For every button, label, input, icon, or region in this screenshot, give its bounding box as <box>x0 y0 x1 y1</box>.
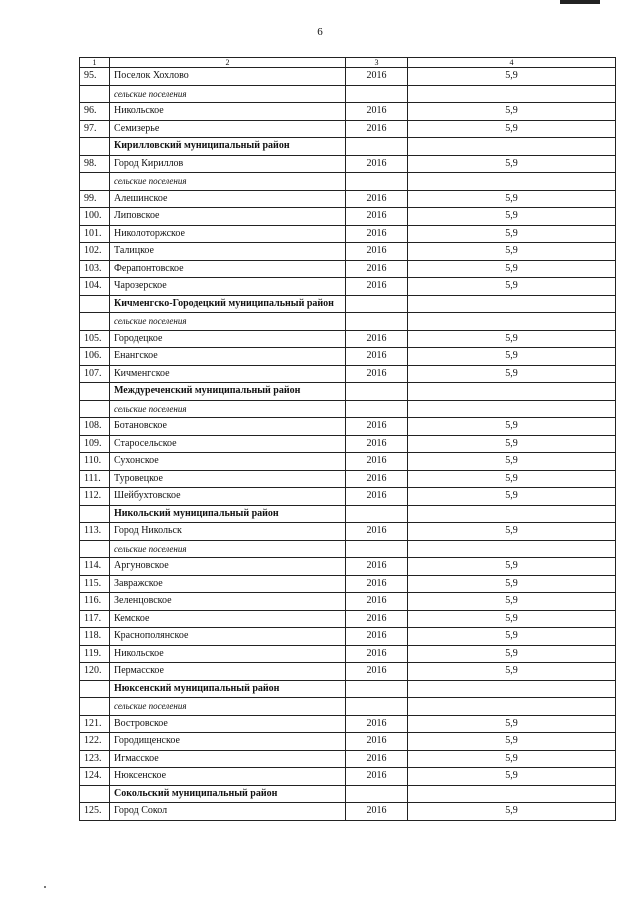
row-year: 2016 <box>346 348 408 366</box>
row-number: 117. <box>80 610 110 628</box>
row-year: 2016 <box>346 155 408 173</box>
row-value: 5,9 <box>408 348 616 366</box>
settlement-name: Шейбухтовское <box>110 488 346 506</box>
row-number: 122. <box>80 733 110 751</box>
row-value: 5,9 <box>408 575 616 593</box>
row-value: 5,9 <box>408 208 616 226</box>
table-row <box>80 470 616 488</box>
row-year: 2016 <box>346 803 408 821</box>
row-value: 5,9 <box>408 610 616 628</box>
row-year: 2016 <box>346 68 408 86</box>
table-row <box>80 558 616 576</box>
table-row <box>80 120 616 138</box>
row-year-empty <box>346 698 408 716</box>
settlement-name: Завражское <box>110 575 346 593</box>
row-number: 103. <box>80 260 110 278</box>
table-row <box>80 243 616 261</box>
row-value: 5,9 <box>408 243 616 261</box>
settlement-name: Востровское <box>110 715 346 733</box>
settlement-name: Чарозерское <box>110 278 346 296</box>
row-number: 106. <box>80 348 110 366</box>
row-year-empty <box>346 295 408 313</box>
row-number: 114. <box>80 558 110 576</box>
row-value-empty <box>408 173 616 191</box>
table-row <box>80 330 616 348</box>
table-row <box>80 190 616 208</box>
row-value-empty <box>408 505 616 523</box>
row-year: 2016 <box>346 593 408 611</box>
settlement-name: Пермасское <box>110 663 346 681</box>
row-value: 5,9 <box>408 663 616 681</box>
header-col-2: 2 <box>110 58 346 68</box>
row-year: 2016 <box>346 470 408 488</box>
row-value: 5,9 <box>408 103 616 121</box>
settlements-table <box>79 57 616 821</box>
row-value-empty <box>408 85 616 103</box>
district-heading-row <box>80 680 616 698</box>
row-year: 2016 <box>346 453 408 471</box>
row-value: 5,9 <box>408 750 616 768</box>
table-row <box>80 278 616 296</box>
table-row <box>80 418 616 436</box>
settlement-name: Игмасское <box>110 750 346 768</box>
rural-settlements-row <box>80 698 616 716</box>
row-year: 2016 <box>346 488 408 506</box>
scan-corner-mark <box>560 0 600 4</box>
row-year-empty <box>346 785 408 803</box>
row-number: 116. <box>80 593 110 611</box>
row-year: 2016 <box>346 190 408 208</box>
row-number: 125. <box>80 803 110 821</box>
row-year-empty <box>346 383 408 401</box>
row-value-empty <box>408 680 616 698</box>
row-number: 110. <box>80 453 110 471</box>
row-year: 2016 <box>346 523 408 541</box>
row-number: 123. <box>80 750 110 768</box>
row-year: 2016 <box>346 418 408 436</box>
row-value: 5,9 <box>408 803 616 821</box>
row-value: 5,9 <box>408 365 616 383</box>
row-year: 2016 <box>346 365 408 383</box>
table-row <box>80 768 616 786</box>
district-heading-row <box>80 383 616 401</box>
row-value-empty <box>408 138 616 156</box>
row-year-empty <box>346 505 408 523</box>
settlement-name: Поселок Хохлово <box>110 68 346 86</box>
row-value: 5,9 <box>408 523 616 541</box>
row-number-empty <box>80 295 110 313</box>
section-label: сельские поселения <box>110 85 346 103</box>
district-name: Кирилловский муниципальный район <box>110 138 346 156</box>
row-number: 101. <box>80 225 110 243</box>
row-value-empty <box>408 698 616 716</box>
row-year: 2016 <box>346 610 408 628</box>
row-number-empty <box>80 680 110 698</box>
settlement-name: Липовское <box>110 208 346 226</box>
row-year: 2016 <box>346 435 408 453</box>
row-number: 95. <box>80 68 110 86</box>
column-number-header <box>80 58 616 68</box>
row-value-empty <box>408 383 616 401</box>
table-row <box>80 575 616 593</box>
row-number: 99. <box>80 190 110 208</box>
settlement-name: Кемское <box>110 610 346 628</box>
section-label: сельские поселения <box>110 540 346 558</box>
row-number: 121. <box>80 715 110 733</box>
row-year-empty <box>346 680 408 698</box>
table-row <box>80 593 616 611</box>
row-value: 5,9 <box>408 628 616 646</box>
row-number: 104. <box>80 278 110 296</box>
rural-settlements-row <box>80 173 616 191</box>
settlement-name: Туровецкое <box>110 470 346 488</box>
row-number: 100. <box>80 208 110 226</box>
row-year: 2016 <box>346 278 408 296</box>
row-number: 113. <box>80 523 110 541</box>
table-row <box>80 260 616 278</box>
row-number: 105. <box>80 330 110 348</box>
table-row <box>80 610 616 628</box>
row-value-empty <box>408 540 616 558</box>
row-year: 2016 <box>346 243 408 261</box>
table-row <box>80 225 616 243</box>
row-value: 5,9 <box>408 470 616 488</box>
row-value: 5,9 <box>408 488 616 506</box>
row-year: 2016 <box>346 558 408 576</box>
row-value: 5,9 <box>408 68 616 86</box>
row-year-empty <box>346 85 408 103</box>
row-year-empty <box>346 313 408 331</box>
row-year: 2016 <box>346 715 408 733</box>
table-row <box>80 365 616 383</box>
settlement-name: Город Никольск <box>110 523 346 541</box>
row-value: 5,9 <box>408 645 616 663</box>
row-year: 2016 <box>346 645 408 663</box>
district-name: Никольский муниципальный район <box>110 505 346 523</box>
row-year: 2016 <box>346 120 408 138</box>
row-number: 107. <box>80 365 110 383</box>
row-number-empty <box>80 138 110 156</box>
table-row <box>80 803 616 821</box>
district-name: Кичменгско-Городецкий муниципальный район <box>110 295 346 313</box>
row-year-empty <box>346 540 408 558</box>
row-year: 2016 <box>346 575 408 593</box>
district-heading-row <box>80 785 616 803</box>
row-year: 2016 <box>346 260 408 278</box>
row-year: 2016 <box>346 768 408 786</box>
rural-settlements-row <box>80 400 616 418</box>
row-number: 124. <box>80 768 110 786</box>
rural-settlements-row <box>80 540 616 558</box>
row-year: 2016 <box>346 330 408 348</box>
table-row <box>80 348 616 366</box>
row-number: 102. <box>80 243 110 261</box>
row-number-empty <box>80 785 110 803</box>
row-value: 5,9 <box>408 260 616 278</box>
row-year-empty <box>346 400 408 418</box>
rural-settlements-row <box>80 85 616 103</box>
row-year: 2016 <box>346 208 408 226</box>
row-number: 108. <box>80 418 110 436</box>
table-row <box>80 645 616 663</box>
row-value: 5,9 <box>408 435 616 453</box>
settlement-name: Семизерье <box>110 120 346 138</box>
row-value-empty <box>408 400 616 418</box>
row-value: 5,9 <box>408 155 616 173</box>
row-number: 118. <box>80 628 110 646</box>
row-number-empty <box>80 505 110 523</box>
row-number: 115. <box>80 575 110 593</box>
row-value: 5,9 <box>408 418 616 436</box>
district-heading-row <box>80 138 616 156</box>
settlement-name: Аргуновское <box>110 558 346 576</box>
row-number-empty <box>80 313 110 331</box>
row-number: 119. <box>80 645 110 663</box>
header-col-3: 3 <box>346 58 408 68</box>
row-number: 109. <box>80 435 110 453</box>
row-number: 120. <box>80 663 110 681</box>
settlement-name: Ферапонтовское <box>110 260 346 278</box>
settlement-name: Нюксенское <box>110 768 346 786</box>
section-label: сельские поселения <box>110 400 346 418</box>
row-number-empty <box>80 540 110 558</box>
section-label: сельские поселения <box>110 173 346 191</box>
row-number: 112. <box>80 488 110 506</box>
row-year: 2016 <box>346 663 408 681</box>
row-number-empty <box>80 698 110 716</box>
table-row <box>80 663 616 681</box>
row-value-empty <box>408 295 616 313</box>
row-number: 98. <box>80 155 110 173</box>
scan-speck <box>44 886 46 888</box>
settlement-name: Никольское <box>110 645 346 663</box>
row-value: 5,9 <box>408 558 616 576</box>
settlement-name: Талицкое <box>110 243 346 261</box>
settlement-name: Городецкое <box>110 330 346 348</box>
row-value-empty <box>408 313 616 331</box>
table-row <box>80 523 616 541</box>
row-number-empty <box>80 85 110 103</box>
table-row <box>80 750 616 768</box>
settlement-name: Алешинское <box>110 190 346 208</box>
row-value: 5,9 <box>408 768 616 786</box>
row-number: 96. <box>80 103 110 121</box>
district-name: Междуреченский муниципальный район <box>110 383 346 401</box>
row-value: 5,9 <box>408 715 616 733</box>
table-row <box>80 155 616 173</box>
district-name: Сокольский муниципальный район <box>110 785 346 803</box>
settlement-name: Енангское <box>110 348 346 366</box>
district-heading-row <box>80 295 616 313</box>
settlement-name: Николоторжское <box>110 225 346 243</box>
row-year: 2016 <box>346 750 408 768</box>
row-value: 5,9 <box>408 225 616 243</box>
row-value: 5,9 <box>408 120 616 138</box>
district-heading-row <box>80 505 616 523</box>
row-value: 5,9 <box>408 278 616 296</box>
settlement-name: Ботановское <box>110 418 346 436</box>
table-row <box>80 68 616 86</box>
row-number-empty <box>80 173 110 191</box>
table-row <box>80 628 616 646</box>
row-value: 5,9 <box>408 733 616 751</box>
table-row <box>80 715 616 733</box>
row-value: 5,9 <box>408 453 616 471</box>
settlement-name: Город Кириллов <box>110 155 346 173</box>
page-number: 6 <box>317 26 323 38</box>
table-row <box>80 103 616 121</box>
row-year-empty <box>346 138 408 156</box>
table-row <box>80 733 616 751</box>
header-col-4: 4 <box>408 58 616 68</box>
row-value: 5,9 <box>408 593 616 611</box>
district-name: Нюксенский муниципальный район <box>110 680 346 698</box>
row-year: 2016 <box>346 733 408 751</box>
row-number-empty <box>80 400 110 418</box>
settlement-name: Никольское <box>110 103 346 121</box>
rural-settlements-row <box>80 313 616 331</box>
table-row <box>80 435 616 453</box>
row-number: 111. <box>80 470 110 488</box>
settlement-name: Город Сокол <box>110 803 346 821</box>
settlement-name: Зеленцовское <box>110 593 346 611</box>
settlement-name: Краснополянское <box>110 628 346 646</box>
header-col-1: 1 <box>80 58 110 68</box>
section-label: сельские поселения <box>110 698 346 716</box>
row-year: 2016 <box>346 103 408 121</box>
row-number-empty <box>80 383 110 401</box>
table-row <box>80 488 616 506</box>
settlement-name: Кичменгское <box>110 365 346 383</box>
table-row <box>80 453 616 471</box>
row-value: 5,9 <box>408 190 616 208</box>
row-year-empty <box>346 173 408 191</box>
section-label: сельские поселения <box>110 313 346 331</box>
table-row <box>80 208 616 226</box>
row-value-empty <box>408 785 616 803</box>
row-value: 5,9 <box>408 330 616 348</box>
settlement-name: Городищенское <box>110 733 346 751</box>
row-year: 2016 <box>346 225 408 243</box>
settlement-name: Старосельское <box>110 435 346 453</box>
row-number: 97. <box>80 120 110 138</box>
settlement-name: Сухонское <box>110 453 346 471</box>
row-year: 2016 <box>346 628 408 646</box>
